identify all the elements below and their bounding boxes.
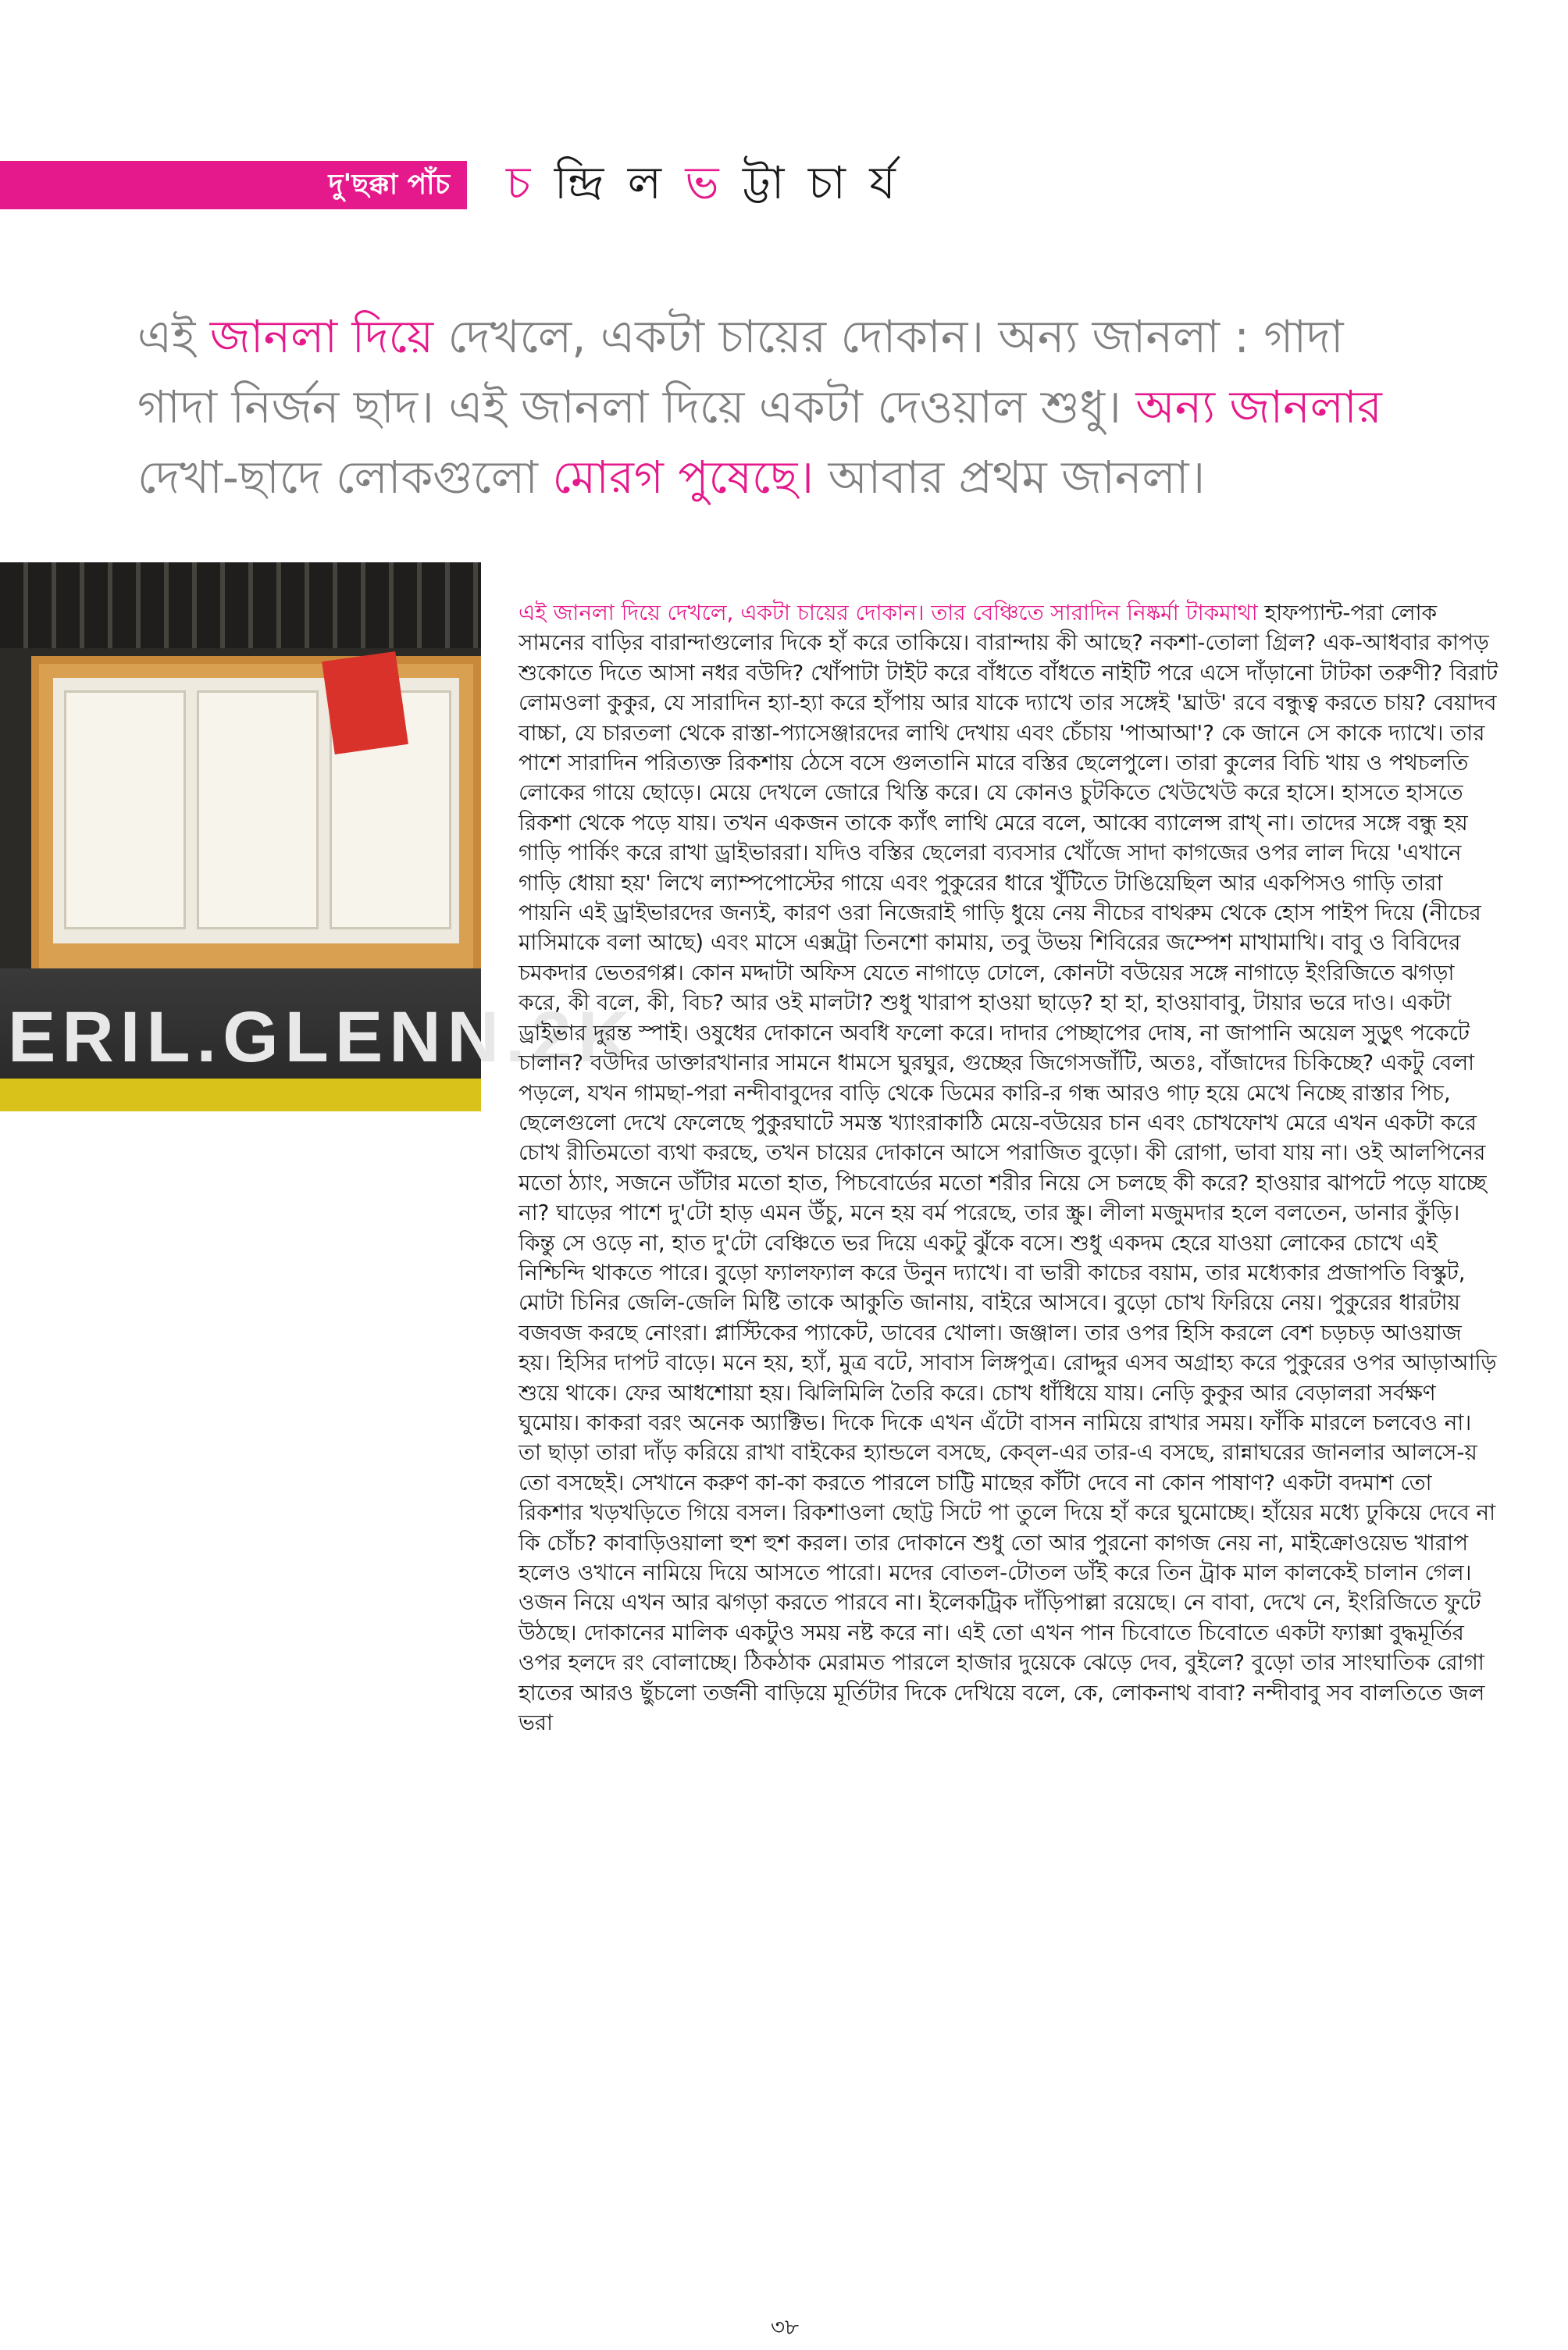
photo-display-frame [31,656,481,984]
pull-quote-text: দেখলে, একটা চায়ের দোকান। অন্য জানলা : গাদা গাদা নির্জন ছাদ। এই জানলা দিয়ে একটা দেওয়াল শুধু। [137,310,1344,433]
author-name [506,155,900,211]
photo-window-bars [0,562,481,648]
series-label: দু'ছক্কা পাঁচ [328,169,450,201]
pull-quote-highlight: অন্য জানলার [1135,380,1382,433]
author-rest-last: ট্টা চা র্য [723,156,900,209]
author-rest-first: ন্দ্রি ল [535,156,686,209]
photo-red-bag [322,651,408,754]
author-initial-first: চ [506,156,536,209]
article-text: হাফপ্যান্ট-পরা লোক সামনের বাড়ির বারান্দাগুলোর দিকে হাঁ করে তাকিয়ে। বারান্দায় কী আছে? নকশা-তোলা গ্রিল? এক-আধবার কাপড় শুকোতে দিতে আসা নধর বউদি? খোঁপাটা টাইট করে বাঁধতে বাঁধতে নাইটি পরে এসে দাঁড়ানো টাটকা তরুণী? বিরাট লোমওলা কুকুর, যে সারাদিন হ্যা-হ্যা করে হাঁপায় আর যাকে দ্যাখে তার সঙ্গেই 'ঘ্রাউ' রবে বন্ধুত্ব করতে চায়? বেয়াদব বাচ্চা, যে চারতলা থেকে রাস্তা-প্যাসেঞ্জারদের লাথি দেখায় এবং চেঁচায় 'পাআআ'? কে জানে সে কাকে দ্যাখে। তার পাশে সারাদিন পরিত্যক্ত রিকশায় ঠেসে বসে গুলতানি মারে বস্তির ছেলেপুলে। তারা কুলের বিচি খায় ও পথচলতি লোকের গায়ে ছোড়ে। মেয়ে দেখলে জোরে খিস্তি করে। যে কোনও চুটকিতে খেউখেউ করে হাসে। হাসতে হাসতে রিকশা থেকে পড়ে যায়। তখন একজন তাকে ক্যাঁৎ লাথি মেরে বলে, আব্বে ব্যালেন্স রাখ্ না। তাদের সঙ্গে বন্ধু হয় গাড়ি পার্কিং করে রাখা ড্রাইভাররা। যদিও বস্তির ছেলেরা ব্যবসার খোঁজে সাদা কাগজের ওপর লাল দিয়ে 'এখানে গাড়ি ধোয়া হয়' লিখে ল্যাম্পপোস্টের গায়ে এবং পুকুরের ধারে খুঁটিতে টাঙিয়েছিল আর একপিসও গাড়ি তারা পায়নি এই ড্রাইভারদের জন্যই, কারণ ওরা নিজেরাই গাড়ি ধুয়ে নেয় নীচের বাথরুম থেকে হোস পাইপ দিয়ে (নীচের মাসিমাকে বলা আছে) এবং মাসে এক্সট্রা তিনশো কামায়, তবু উভয় শিবিরের জম্পেশ মাখামাখি। বাবু ও বিবিদের চমকদার ভেতরগপ্প। কোন মদ্দাটা অফিস যেতে নাগাড়ে ঢোলে, কোনটা বউয়ের সঙ্গে নাগাড়ে ইংরিজিতে ঝগড়া করে, কী বলে, কী, বিচ? আর ওই মালটা? শুধু খারাপ হাওয়া ছাড়ে? হা হা, হাওয়াবাবু, টায়ার ভরে দাও। একটা ড্রাইভার দুরন্ত স্পাই। ওষুধের দোকানে অবধি ফলো করে। দাদার পেচ্ছাপের দোষ, না জাপানি অয়েল সুড়ুৎ পকেটে চালান? বউদির ডাক্তারখানার সামনে ধামসে ঘুরঘুর, গুচ্ছের জিগেসজাঁটি, অতঃ, বাঁজাদের চিকিচ্ছে? একটু বেলা পড়লে, যখন গামছা-পরা নন্দীবাবুদের বাড়ি থেকে ডিমের কারি-র গন্ধ আরও গাঢ় হয়ে মেখে নিচ্ছে রাস্তার পিচ, ছেলেগুলো দেখে ফেলেছে পুকুরঘাটে সমস্ত খ্যাংরাকাঠি মেয়ে-বউয়ের চান এবং চোখফোখ মেরে এখন একটা করে চোখ রীতিমতো ব্যথা করছে, তখন চায়ের দোকানে আসে পরাজিত বুড়ো। কী রোগা, ভাবা যায় না। ওই আলপিনের মতো ঠ্যাং, সজনে ডাঁটার মতো হাত, পিচবোর্ডের মতো শরীর নিয়ে সে চলছে কী করে? হাওয়ার ঝাপটে পড়ে যাচ্ছে না? ঘাড়ের পাশে দু'টো হাড় এমন উঁচু, মনে হয় বর্ম পরেছে, তার স্ক্রু। লীলা মজুমদার হলে বলতেন, ডানার কুঁড়ি। কিন্তু সে ওড়ে না, হাত দু'টো বেঞ্চিতে ভর দিয়ে একটু ঝুঁকে বসে। শুধু একদম হেরে যাওয়া লোকের চোখে এই নিশ্চিন্দি থাকতে পারে। বুড়ো ফ্যালফ্যাল করে উনুন দ্যাখে। বা ভারী কাচের বয়াম, তার মধ্যেকার প্রজাপতি বিস্কুট, মোটা চিনির জেলি-জেলি মিষ্টি তাকে আকুতি জানায়, বাইরে আসবে। বুড়ো চোখ ফিরিয়ে নেয়। পুকুরের ধারটায় বজবজ করছে নোংরা। প্লাস্টিকের প্যাকেট, ডাবের খোলা। জঞ্জাল। তার ওপর হিসি করলে বেশ চড়চড় আওয়াজ হয়। হিসির দাপট বাড়ে। মনে হয়, হ্যাঁ, মুত্র বটে, সাবাস লিঙ্গপুত্র। রোদ্দুর এসব অগ্রাহ্য করে পুকুরের ওপর আড়াআড়ি শুয়ে থাকে। ফের আধশোয়া হয়। ঝিলিমিলি তৈরি করে। চোখ ধাঁধিয়ে যায়। নেড়ি কুকুর আর বেড়ালরা সর্বক্ষণ ঘুমোয়। কাকরা বরং অনেক অ্যাক্টিভ। দিকে দিকে এখন এঁটো বাসন নামিয়ে রাখার সময়। ফাঁকি মারলে চলবেও না। তা ছাড়া তারা দাঁড় করিয়ে রাখা বাইকের হ্যান্ডলে বসছে, কেব্‌ল-এর তার-এ বসছে, রান্নাঘরের জানলার আলসে-য় তো বসছেই। সেখানে করুণ কা-কা করতে পারলে চাট্টি মাছের কাঁটা দেবে না কোন পাষাণ? একটা বদমাশ তো রিকশার খড়খড়িতে গিয়ে বসল। রিকশাওলা ছোট্ট সিটে পা তুলে দিয়ে হাঁ করে ঘুমোচ্ছে। হাঁয়ের মধ্যে ঢুকিয়ে দেবে না কি চোঁচ? কাবাড়িওয়ালা হুশ হুশ করল। তার দোকানে শুধু তো আর পুরনো কাগজ নেয় না, মাইক্রোওয়েভ খারাপ হলেও ওখানে নামিয়ে দিয়ে আসতে পারো। মদের বোতল-টোতল ডাঁই করে তিন ট্রাক মাল কালকেই চালান গেল। ওজন নিয়ে এখন আর ঝগড়া করতে পারবে না। ইলেকট্রিক দাঁড়িপাল্লা রয়েছে। নে বাবা, দেখে নে, ইংরিজিতে ফুটে উঠছে। দোকানের মালিক একটুও সময় নষ্ট করে না। এই তো এখন পান চিবোতে চিবোতে একটা ফ্যাক্সা বুদ্ধমূর্তির ওপর হলদে রং বোলাচ্ছে। ঠিকঠাক মেরামত পারলে হাজার দুয়েকে ঝেড়ে দেব, বুইলে? বুড়ো তার সাংঘাতিক রোগা হাতের আরও ছুঁচলো তর্জনী বাড়িয়ে মূর্তিটার দিকে দেখিয়ে বলে, কে, লোকনাথ বাবা? নন্দীবাবু সব বালতিতে জল ভরা [519,600,1499,1736]
pull-quote-text: এই [137,310,210,363]
photo-poster-panel [197,690,319,929]
page-number: ৩৮ [770,2314,800,2340]
pull-quote-text: দেখা-ছাদে লোকগুলো [137,451,553,504]
photo-yellow-stripe [0,1079,481,1111]
article-lead-line: এই জানলা দিয়ে দেখলে, একটা চায়ের দোকান। তার বেঞ্চিতে সারাদিন নিষ্কর্মা টাকমাথা [519,600,1258,626]
series-header-bar [0,161,467,209]
pull-quote-highlight: মোরগ পুষেছে। [552,451,814,504]
pull-quote-highlight: জানলা দিয়ে [209,310,434,363]
article-body [519,598,1499,1738]
photo-graffiti-text: ERIL.GLENN.2K [8,997,636,1077]
pull-quote [137,301,1434,512]
pull-quote-text: আবার প্রথম জানলা। [814,451,1206,504]
author-initial-last: ভ [685,156,724,209]
photo-poster-panel [64,690,186,929]
article-photo [0,562,636,1111]
